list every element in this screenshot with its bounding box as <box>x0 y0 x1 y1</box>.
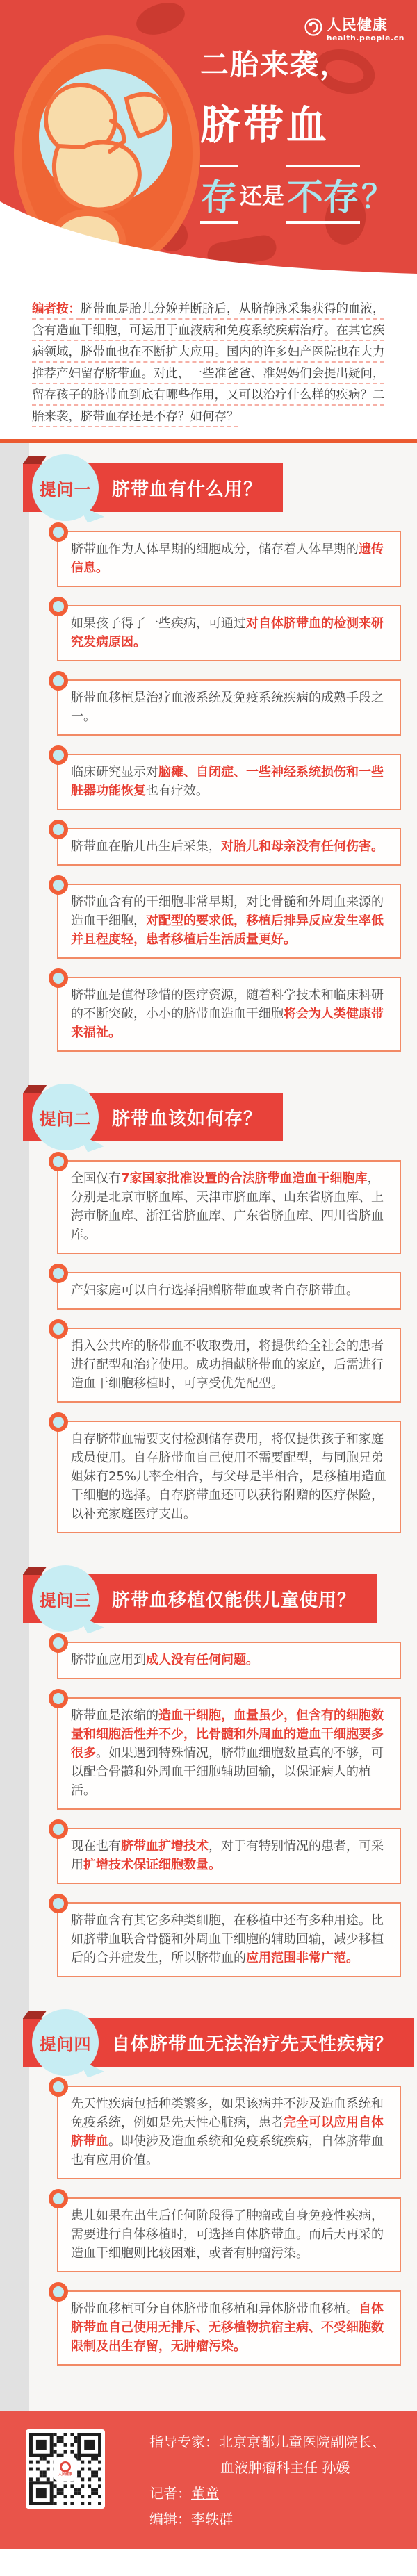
brand-swirl-icon <box>60 2461 71 2472</box>
info-card <box>57 1272 401 1310</box>
card-text: ，分别是北京市脐血库、天津市脐血库、山东省脐血库、上海市脐血库、浙江省脐血库、广东省脐血库、四川省脐血库。 <box>71 1171 384 1242</box>
info-card <box>57 531 401 587</box>
editor-note-text: 脐带血是胎儿分娩并断脐后，从脐静脉采集获得的血液，含有造血干细胞，可运用于血液病和免疫系统疾病治疗。在其它疾病领域，脐带血也在不断扩大应用。国内的许多妇产医院也在大力推荐产妇留存脐带血。对此，一些准爸爸、准妈妈们会提出疑问，留存孩子的脐带血到底有哪些作用，又可以治疗什么样的疾病？二胎来袭，脐带血存还是不存？如何存？ <box>32 302 385 424</box>
highlighted-text: 脑瘫、自闭症、一些神经系统损伤和一些脏器功能恢复 <box>71 765 384 798</box>
expert-line <box>149 2429 386 2455</box>
card-text: 患儿如果在出生后任何阶段得了肿瘤或自身免疫性疾病，需要进行自体移植时，可选择自体脐带血。而后天再采的造血干细胞则比较困难，或者有肿瘤污染。 <box>71 2208 384 2261</box>
highlighted-text: 脐带血扩增技术 <box>121 1839 208 1853</box>
qa-content <box>0 443 417 2411</box>
qr-code <box>26 2429 105 2509</box>
title-word-store: 存 <box>200 165 238 224</box>
highlighted-text: 对胎儿和母亲没有任何伤害。 <box>221 839 384 854</box>
brand-name: 人民健康 <box>326 17 388 33</box>
info-card <box>57 2290 401 2366</box>
brand-logo-icon <box>304 18 322 36</box>
card-text: 产妇家庭可以自行选择捐赠脐带血或者自存脐带血。 <box>71 1283 359 1298</box>
info-card <box>57 1828 401 1884</box>
question-number-bubble <box>32 2009 99 2076</box>
credits-footer <box>0 2411 417 2549</box>
question-number: 提问二 <box>39 1109 92 1129</box>
brand-logo <box>304 17 404 42</box>
card-text: 捐入公共库的脐带血不收取费用，将提供给全社会的患者进行配型和治疗使用。成功捐献脐带血的家庭，后需进行造血干细胞移植时，可享受优先配型。 <box>71 1339 384 1391</box>
title-word-or: 还是 <box>240 182 285 209</box>
info-card <box>57 2197 401 2272</box>
info-card <box>57 828 401 866</box>
question-number: 提问四 <box>39 2034 92 2054</box>
highlighted-text: 对配型的要求低，移植后排异反应发生率低并且程度轻，患者移植后生活质量更好。 <box>71 914 384 947</box>
reporter-label: 记者： <box>149 2485 191 2502</box>
question-number: 提问三 <box>39 1590 92 1610</box>
question-number-bubble <box>32 1565 99 1632</box>
expert-line-2: 血液肿瘤科主任 孙媛 <box>220 2459 350 2476</box>
info-card <box>57 1160 401 1254</box>
question-number: 提问一 <box>39 479 92 499</box>
hero-header <box>0 0 417 278</box>
card-text: 。如果遇到特殊情况，脐带血细胞数量真的不够，可以配合骨髓和外周血干细胞辅助回输，以保证病人的植活。 <box>71 1746 384 1798</box>
info-card <box>57 1697 401 1810</box>
highlighted-text: 自体脐带血自己使用无排斥、无移植物抗宿主病、不受细胞数限制及出生存留，无肿瘤污染。 <box>71 2302 384 2354</box>
editor-note-paragraph <box>32 299 386 428</box>
question-number-bubble <box>32 454 99 521</box>
editor-note-label: 编者按： <box>32 302 81 316</box>
qa-sections <box>0 454 417 2366</box>
card-text: ，对于有特别情况的患者，可采用 <box>71 1839 384 1872</box>
card-text: 。即使涉及造血系统和免疫系统疾病，自体脐带血也有应用价值。 <box>71 2134 384 2168</box>
info-card <box>57 605 401 661</box>
question-title: 自体脐带血无法治疗先天性疾病？ <box>112 2033 394 2055</box>
reporter-line <box>149 2481 386 2507</box>
info-card <box>57 1328 401 1403</box>
card-text: 脐带血含有的干细胞非常早期，对比骨髓和外周血来源的造血干细胞， <box>71 895 384 928</box>
card-text: 也有疗效。 <box>146 784 208 798</box>
credits-block <box>149 2429 386 2532</box>
question-header <box>0 1565 417 1632</box>
brand-site: health.people.cn <box>326 33 404 42</box>
card-text: 自存脐带血需要支付检测储存费用，将仅提供孩子和家庭成员使用。自存脐带血自己使用不需要配型，与同胞兄弟姐妹有25%几率全相合，与父母是半相合，是移植用造血干细胞的选择。自存脐带血还可以获得附赠的医疗保险，以补充家庭医疗支出。 <box>71 1432 387 1521</box>
reporter-name: 董童 <box>191 2485 219 2502</box>
card-text: 脐带血在胎儿出生后采集， <box>71 839 221 854</box>
card-text: 脐带血作为人体早期的细胞成分，储存着人体早期的 <box>71 542 359 556</box>
highlighted-text: 对自体脐带血的检测来研究发病原因。 <box>71 616 384 650</box>
expert-label: 指导专家： <box>149 2434 219 2450</box>
card-text: 脐带血是值得珍惜的医疗资源，随着科学技术和临床科研的不断突破，小小的脐带血造血干细胞 <box>71 988 384 1021</box>
info-card <box>57 884 401 959</box>
highlighted-text: 造血干细胞，血量虽少，但含有的细胞数量和细胞活性并不少，比骨髓和外周血的造血干细胞要多很多 <box>71 1708 384 1760</box>
info-card <box>57 679 401 736</box>
title-line-1: 二胎来袭， <box>200 48 350 81</box>
highlighted-text: 完全可以应用自体脐带血 <box>71 2115 384 2149</box>
editor-line <box>149 2507 386 2532</box>
card-text: 脐带血应用到 <box>71 1653 146 1667</box>
highlighted-text: 应用范围非常广范。 <box>246 1951 359 1965</box>
highlighted-text: 遗传信息。 <box>71 542 384 575</box>
qr-center-logo <box>54 2457 77 2481</box>
card-text: 脐带血含有其它多种类细胞，在移植中还有多种用途。比如脐带血联合骨髓和外周血干细胞的辅助回输，减少移植后的合并症发生，所以脐带血的 <box>71 1913 384 1965</box>
card-text: 临床研究显示对 <box>71 765 158 779</box>
info-card <box>57 1902 401 1977</box>
card-text: 脐带血是浓缩的 <box>71 1708 158 1723</box>
question-title: 脐带血该如何存？ <box>112 1108 263 1130</box>
question-number-bubble <box>32 1084 99 1150</box>
info-card <box>57 977 401 1052</box>
hero-curve-edge <box>0 195 417 278</box>
question-title: 脐带血移植仅能供儿童使用？ <box>112 1590 357 1611</box>
card-text: 脐带血移植可分自体脐带血移植和异体脐带血移植。 <box>71 2302 359 2316</box>
title-word-not-store: 不存 <box>286 165 360 224</box>
highlighted-text: 成人没有任何问题。 <box>146 1653 259 1667</box>
editor-name: 李轶群 <box>191 2511 233 2527</box>
title-line-2: 脐带血 <box>200 101 330 149</box>
info-card <box>57 1421 401 1533</box>
question-header <box>0 1084 417 1150</box>
question-header <box>0 454 417 521</box>
editor-note <box>0 278 417 439</box>
qr-logo-text: 人民健康 <box>58 2472 72 2477</box>
info-card <box>57 2086 401 2179</box>
expert-name-1: 北京京都儿童医院副院长、 <box>219 2434 386 2450</box>
highlighted-text: 7家国家批准设置的合法脐带血造血干细胞库 <box>121 1171 368 1186</box>
info-card <box>57 754 401 810</box>
highlighted-text: 扩增技术保证细胞数量。 <box>83 1858 221 1872</box>
question-title: 脐带血有什么用？ <box>112 479 263 500</box>
info-card <box>57 1642 401 1679</box>
question-header <box>0 2009 417 2076</box>
card-text: 先天性疾病包括种类繁多，如果该病并不涉及造血系统和免疫系统，例如是先天性心脏病，患者 <box>71 2097 384 2130</box>
card-text: 如果孩子得了一些疾病，可通过 <box>71 616 246 631</box>
title-question-mark: ？ <box>361 177 394 215</box>
card-text: 脐带血移植是治疗血液系统及免疫系统疾病的成熟手段之一。 <box>71 691 384 724</box>
card-text: 全国仅有 <box>71 1171 121 1186</box>
highlighted-text: 将会为人类健康带来福祉。 <box>71 1007 384 1040</box>
card-text: 现在也有 <box>71 1839 121 1853</box>
editor-label: 编辑： <box>149 2511 191 2527</box>
